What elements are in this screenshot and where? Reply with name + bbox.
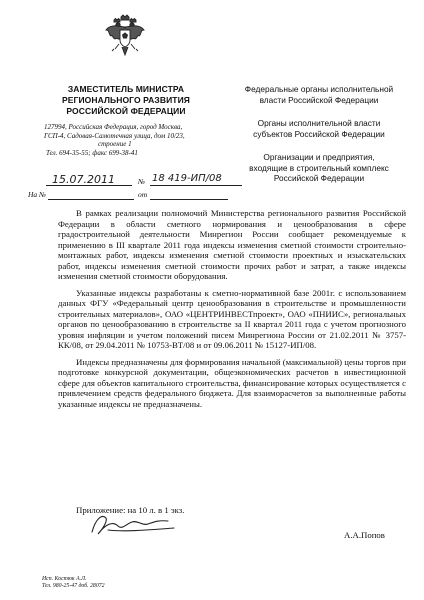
body-paragraph: В рамках реализации полномочий Министерства регионального развития Российской Федерации в области сметного нормирования и ценообразования в сфере градостроительной деятельности Минрегион России сообщает рекомендуемые к применению в III квартале 2011 года индексы изменения сметной стоимости строительно-монтажных работ, индексы изменения сметной стоимости проектных и изыскательских работ, индексы изменения сметной стоимости прочих работ и затрат, а также индексы изменения сметной стоимости оборудования. <box>58 208 406 281</box>
document-number: 18 419-ИП/08 <box>152 173 222 184</box>
recipient-line: Российской Федерации <box>273 173 365 183</box>
recipient-line: субъектов Российской Федерации <box>253 128 385 139</box>
recipient-line: Организации и предприятия, <box>263 152 375 162</box>
address-line: Тел. 694-35-55; факс 699-38-41 <box>46 148 138 157</box>
reference-prefix: На № <box>28 190 47 199</box>
registration-line <box>46 173 236 187</box>
reference-from: от <box>138 190 148 199</box>
recipient-line: Органы исполнительной власти <box>257 118 381 128</box>
recipient-group <box>228 118 410 139</box>
address-line: 127994, Российская Федерация, город Москва, <box>44 123 183 131</box>
recipient-group <box>228 152 410 184</box>
recipient-line: Федеральные органы исполнительной <box>244 84 394 94</box>
number-prefix: № <box>138 177 146 186</box>
recipient-line: власти Российской Федерации <box>259 94 379 105</box>
executor-phone: Тел. 980-25-47 доб. 28072 <box>42 583 105 589</box>
document-date: 15.07.2011 <box>52 173 115 186</box>
sender-title <box>22 84 230 117</box>
sender-title-line: РОССИЙСКОЙ ФЕДЕРАЦИИ <box>66 106 186 116</box>
executor-info <box>42 576 105 590</box>
address-line: ГСП-4, Садовая-Самотечная улица, дом 10/23, <box>44 131 185 140</box>
attachment-note: Приложение: на 10 л. в 1 экз. <box>76 505 185 515</box>
coat-of-arms-icon <box>104 14 146 60</box>
sender-address <box>44 123 214 157</box>
handwritten-signature <box>88 512 178 538</box>
recipient-group <box>228 84 410 105</box>
address-line: строение 1 <box>98 140 132 149</box>
letter-body <box>58 208 406 415</box>
body-paragraph: Указанные индексы разработаны к сметно-нормативной базе 2001г. с использованием данных ФГУ «Федеральный центр ценообразования в строительстве и промышленности строительных материалов», ОАО «ЦЕНТРИНВЕСТпроект», ОАО «ПНИИС», региональных органов по ценообразованию в строительстве за II квартал 2011 года с учетом прогнозного уровня инфляции и учетом положений писем Минрегиона России от 21.02.2011 № 3757-КК/08, от 29.04.2011 № 10753-ВТ/08 и от 09.06.2011 № 15127-ИП/08. <box>58 287 406 350</box>
recipient-line: входящие в строительный комплекс <box>249 162 389 173</box>
executor-name: Исп. Костюк А.Л. <box>42 576 87 582</box>
reference-line <box>28 190 238 202</box>
body-paragraph: Индексы предназначены для формирования начальной (максимальной) цены торгов при подготовке конкурсной документации, общеэкономических расчетов в инвестиционной сфере для объектов капитального строительства, финансирование которых осуществляется с привлечением средств федерального бюджета. Для взаиморасчетов за выполненные работы указанные индексы не предназначены. <box>58 356 406 409</box>
recipients <box>228 84 410 197</box>
signer-name: А.А.Попов <box>344 530 385 540</box>
sender-title-line: РЕГИОНАЛЬНОГО РАЗВИТИЯ <box>61 95 190 105</box>
sender-title-line: ЗАМЕСТИТЕЛЬ МИНИСТРА <box>67 84 185 94</box>
